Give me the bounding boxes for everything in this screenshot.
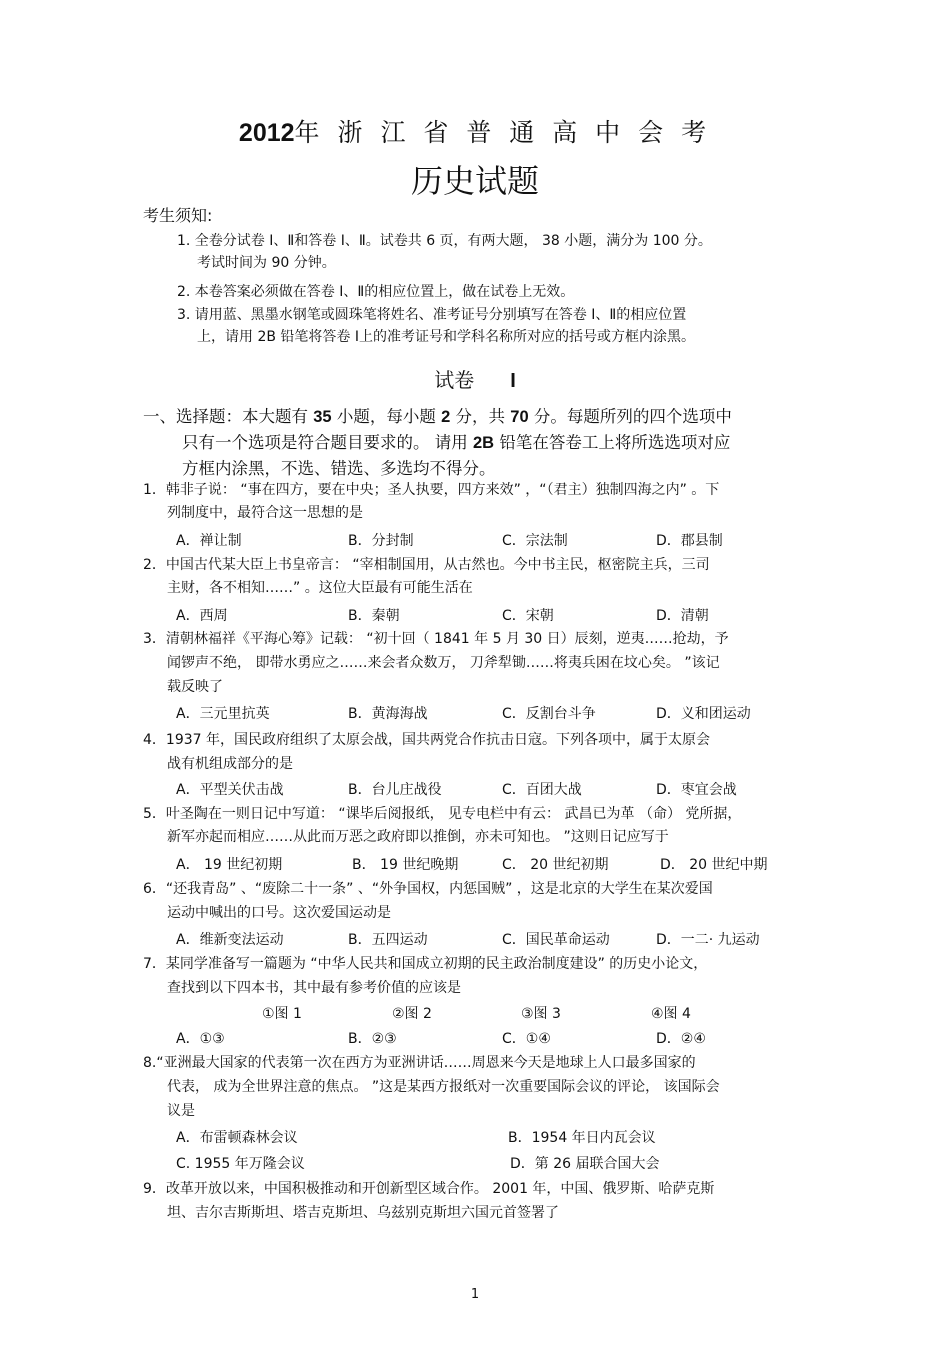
exam-title-year: 2012 xyxy=(238,119,295,147)
notice-item-1-line-1: 1. 全卷分试卷 Ⅰ、Ⅱ和答卷 Ⅰ、Ⅱ。试卷共 6 页，有两大题， 38 小题，满分为 100 分。 xyxy=(177,233,712,249)
section-intro-line-1: 一、选择题：本大题有 35 小题，每小题 2 分，共 70 分。每题所列的四个选项中 xyxy=(143,407,732,426)
q7-figure-1: ①图 1 xyxy=(262,1006,302,1022)
q7-option-a: A．①③ xyxy=(176,1031,225,1047)
q8-stem-line-1: 8.“亚洲最大国家的代表第一次在西方为亚洲讲话……周恩来今天是地球上人口最多国家的 xyxy=(143,1055,696,1071)
q8-option-b: B．1954 年日内瓦会议 xyxy=(508,1130,656,1146)
q4-stem-line-2: 战有机组成部分的是 xyxy=(167,756,293,772)
section-title xyxy=(0,364,950,393)
notice-heading: 考生须知: xyxy=(143,206,213,225)
q1-stem-line-2: 列制度中，最符合这一思想的是 xyxy=(167,505,363,521)
notice-item-1-line-2: 考试时间为 90 分钟。 xyxy=(197,255,336,271)
q5-stem-line-1: 5．叶圣陶在一则日记中写道： “课毕后阅报纸， 见专电栏中有云： 武昌已为革 （命） 党所据， xyxy=(143,806,742,822)
q8-option-d: D．第 26 届联合国大会 xyxy=(510,1156,660,1172)
q8-option-a: A．布雷顿森林会议 xyxy=(176,1130,298,1146)
section-intro-line-3: 方框内涂黑，不选、错选、多选均不得分。 xyxy=(182,459,496,478)
q3-stem-line-3: 载反映了 xyxy=(167,679,223,695)
exam-title xyxy=(0,113,950,149)
q2-option-c: C．宋朝 xyxy=(502,608,554,624)
q1-option-d: D．郡县制 xyxy=(656,533,723,549)
notice-item-3-line-2: 上，请用 2B 铅笔将答卷 Ⅰ上的准考证号和学科名称所对应的括号或方框内涂黑。 xyxy=(197,329,695,345)
q1-stem-line-1: 1．韩非子说： “事在四方，要在中央；圣人执要，四方来效” ，“（君主）独制四海之内” 。下 xyxy=(143,482,720,498)
q6-option-a: A．维新变法运动 xyxy=(176,932,284,948)
q4-option-a: A．平型关伏击战 xyxy=(176,782,284,798)
q5-option-b: B． 19 世纪晚期 xyxy=(352,857,459,873)
q3-option-a: A．三元里抗英 xyxy=(176,706,270,722)
q6-stem-line-2: 运动中喊出的口号。这次爱国运动是 xyxy=(167,905,391,921)
notice-item-2: 2. 本卷答案必须做在答卷 Ⅰ、Ⅱ的相应位置上，做在试卷上无效。 xyxy=(177,284,575,300)
q4-option-b: B．台儿庄战役 xyxy=(348,782,442,798)
q3-option-c: C．反割台斗争 xyxy=(502,706,596,722)
section-intro-line-2: 只有一个选项是符合题目要求的。 请用 2B 铅笔在答卷工上将所选选项对应 xyxy=(182,433,731,452)
q6-option-b: B．五四运动 xyxy=(348,932,428,948)
q7-stem-line-1: 7．某同学准备写一篇题为 “中华人民共和国成立初期的民主政治制度建设” 的历史小论文， xyxy=(143,956,708,972)
q7-option-b: B．②③ xyxy=(348,1031,397,1047)
q3-stem-line-2: 闻锣声不绝， 即带水勇应之……来会者众数万， 刀斧犁锄……将夷兵困在坟心矣。 ”该记 xyxy=(167,655,720,671)
q2-option-a: A．西周 xyxy=(176,608,228,624)
q5-option-c: C． 20 世纪初期 xyxy=(502,857,609,873)
q9-stem-line-2: 坦、吉尔吉斯斯坦、塔吉克斯坦、乌兹别克斯坦六国元首签署了 xyxy=(167,1205,559,1221)
q6-option-d: D．一二· 九运动 xyxy=(656,932,760,948)
q2-option-b: B．秦朝 xyxy=(348,608,400,624)
q4-option-c: C．百团大战 xyxy=(502,782,582,798)
q9-stem-line-1: 9．改革开放以来，中国积极推动和开创新型区域合作。 2001 年，中国、俄罗斯、哈萨克斯 xyxy=(143,1181,715,1197)
q6-option-c: C．国民革命运动 xyxy=(502,932,610,948)
q2-stem-line-1: 2．中国古代某大臣上书皇帝言： “宰相制国用，从古然也。今中书主民，枢密院主兵，三司 xyxy=(143,557,710,573)
q7-figure-2: ②图 2 xyxy=(392,1006,432,1022)
q7-figure-3: ③图 3 xyxy=(521,1006,561,1022)
q7-figure-4: ④图 4 xyxy=(651,1006,691,1022)
q8-option-c: C. 1955 年万隆会议 xyxy=(176,1156,305,1172)
notice-item-3-line-1: 3. 请用蓝、黑墨水钢笔或圆珠笔将姓名、准考证号分别填写在答卷 Ⅰ、Ⅱ的相应位置 xyxy=(177,307,687,323)
q5-option-a: A． 19 世纪初期 xyxy=(176,857,283,873)
page-number: 1 xyxy=(470,1287,480,1302)
section-numeral: I xyxy=(510,370,516,392)
exam-title-text: 年 浙 江 省 普 通 高 中 会 考 xyxy=(294,118,712,147)
q3-stem-line-1: 3．清朝林福祥《平海心筹》记载： “初十回（ 1841 年 5 月 30 日）辰刻，逆夷……抢劫，予 xyxy=(143,631,729,647)
q2-stem-line-2: 主财，各不相知……” 。这位大臣最有可能生活在 xyxy=(167,580,473,596)
section-title-text: 试卷 xyxy=(434,368,475,392)
q3-option-d: D．义和团运动 xyxy=(656,706,751,722)
q8-stem-line-3: 议是 xyxy=(167,1103,195,1119)
q8-stem-line-2: 代表， 成为全世界注意的焦点。 ”这是某西方报纸对一次重要国际会议的评论， 该国际会 xyxy=(167,1079,720,1095)
q7-option-d: D．②④ xyxy=(656,1031,706,1047)
q2-option-d: D．清朝 xyxy=(656,608,709,624)
q7-option-c: C．①④ xyxy=(502,1031,551,1047)
q7-stem-line-2: 查找到以下四本书，其中最有参考价值的应该是 xyxy=(167,980,461,996)
q6-stem-line-1: 6．“还我青岛” 、“废除二十一条” 、“外争国权，内惩国贼” ，这是北京的大学生在某次爱国 xyxy=(143,881,713,897)
q1-option-c: C．宗法制 xyxy=(502,533,568,549)
exam-subtitle: 历史试题 xyxy=(410,162,539,200)
q3-option-b: B．黄海海战 xyxy=(348,706,428,722)
q4-stem-line-1: 4．1937 年，国民政府组织了太原会战，国共两党合作抗击日寇。下列各项中，属于太原会 xyxy=(143,732,710,748)
q1-option-a: A．禅让制 xyxy=(176,533,242,549)
q4-option-d: D．枣宜会战 xyxy=(656,782,737,798)
q5-stem-line-2: 新军亦起而相应……从此而万恶之政府即以推倒，亦未可知也。 ”这则日记应写于 xyxy=(167,829,669,845)
q5-option-d: D． 20 世纪中期 xyxy=(660,857,768,873)
q1-option-b: B．分封制 xyxy=(348,533,414,549)
